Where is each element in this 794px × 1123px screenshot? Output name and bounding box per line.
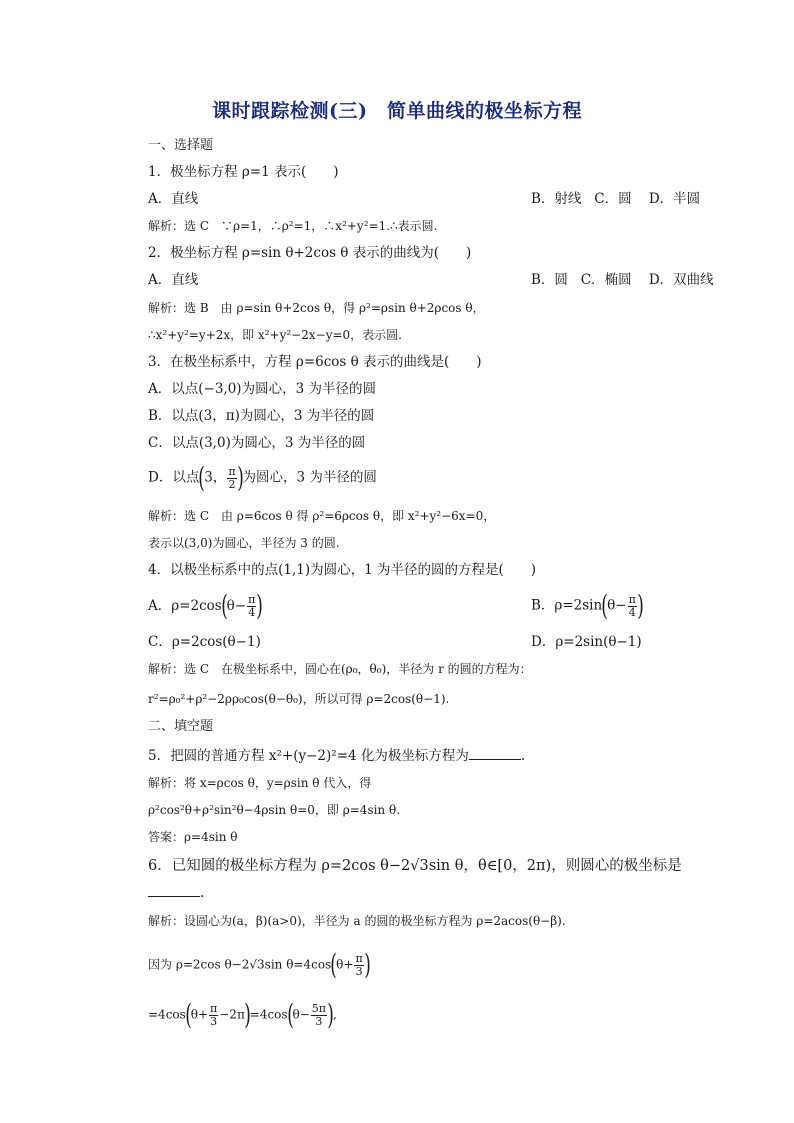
q5-answer-blank xyxy=(469,747,521,760)
q2-option-b-group xyxy=(531,271,714,289)
q6-analysis-2 xyxy=(148,948,371,981)
q3-d-post: 为圆心，3 为半径的圆 xyxy=(242,469,377,486)
q4-analysis-2: r²=ρ₀²+ρ²−2ρρ₀cos(θ−θ₀)，所以可得 ρ=2cos(θ−1). xyxy=(148,692,450,706)
right-paren: ) xyxy=(363,948,371,981)
q6-ana3-num2: 5π xyxy=(311,1001,327,1015)
q6-ana2-den: 3 xyxy=(355,964,363,978)
right-paren: ) xyxy=(236,461,244,494)
q3-analysis-1: 解析：选 C 由 ρ=6cos θ 得 ρ²=6ρcos θ，即 x²+y²−6x=0， xyxy=(148,509,496,523)
q6-ana2-pre: 因为 ρ=2cos θ−2√3sin θ=4cos xyxy=(148,957,332,972)
left-paren: ( xyxy=(184,998,192,1031)
q6-ana2-in: θ+ xyxy=(336,957,354,972)
q6-stem-dot: . xyxy=(200,885,205,901)
q4-a-frac xyxy=(247,594,256,619)
q4-b-num: π xyxy=(628,592,636,606)
q5-analysis-2: ρ²cos²θ+ρ²sin²θ−4ρsin θ=0，即 ρ=4sin θ. xyxy=(148,803,401,817)
q6-ana3-pre: =4cos xyxy=(148,1007,186,1022)
q1-analysis: 解析：选 C ∵ρ=1，∴ρ²=1，∴x²+y²=1.∴表示圆. xyxy=(148,219,438,233)
q1-option-c: C．圆 xyxy=(594,191,632,207)
q6-analysis-1: 解析：设圆心为(a，β)(a>0)，半径为 a 的圆的极坐标方程为 ρ=2acos(θ−β). xyxy=(148,914,566,928)
q3-stem: 3．在极坐标系中，方程 ρ=6cos θ 表示的曲线是( ) xyxy=(148,354,482,370)
q3-d-frac xyxy=(227,466,236,491)
left-paren: ( xyxy=(330,948,337,981)
right-paren: ) xyxy=(327,998,334,1031)
q6-answer-line xyxy=(148,884,204,902)
q6-ana3-num: π xyxy=(210,1001,218,1015)
left-paren: ( xyxy=(198,461,206,494)
q3-d-pre: D．以点 xyxy=(148,469,200,486)
q6-ana3-den2: 3 xyxy=(315,1014,323,1028)
q1-option-b-group xyxy=(531,190,700,208)
q1-option-a: A．直线 xyxy=(148,191,199,207)
q3-option-c: C．以点(3,0)为圆心，3 为半径的圆 xyxy=(148,435,366,451)
q2-option-a: A．直线 xyxy=(148,272,199,288)
q2-analysis-1: 解析：选 B 由 ρ=sin θ+2cos θ，得 ρ²=ρsin θ+2ρcos θ， xyxy=(148,301,485,315)
q3-option-d xyxy=(148,461,377,494)
q1-options xyxy=(148,190,701,208)
q1-stem: 1．极坐标方程 ρ=1 表示( ) xyxy=(148,164,339,180)
q4-analysis-1: 解析：选 C 在极坐标系中，圆心在(ρ₀，θ₀)，半径为 r 的圆的方程为： xyxy=(148,662,532,676)
q5-stem-text: 5．把圆的普通方程 x²+(y−2)²=4 化为极坐标方程为 xyxy=(148,748,469,764)
q6-ana2-frac xyxy=(354,953,363,978)
q6-ana3-frac xyxy=(209,1003,218,1028)
q6-answer-blank xyxy=(148,884,200,897)
q4-option-b xyxy=(531,589,644,622)
left-paren: ( xyxy=(286,998,294,1031)
q4-stem: 4．以极坐标系中的点(1,1)为圆心，1 为半径的圆的方程是( ) xyxy=(148,562,537,578)
q5-analysis-1: 解析：将 x=ρcos θ，y=ρsin θ 代入，得 xyxy=(148,776,372,790)
q4-a-den: 4 xyxy=(248,605,256,619)
q4-b-in: θ− xyxy=(607,597,627,614)
q4-b-den: 4 xyxy=(628,605,636,619)
q5-stem xyxy=(148,747,525,765)
right-paren: ) xyxy=(256,589,264,622)
q2-option-b: B．圆 xyxy=(531,272,568,288)
page-title: 课时跟踪检测(三) 简单曲线的极坐标方程 xyxy=(212,100,582,122)
q6-ana3-end: , xyxy=(332,1007,337,1022)
q3-analysis-2: 表示以(3,0)为圆心，半径为 3 的圆. xyxy=(148,536,340,550)
q3-d-3: 3， xyxy=(204,469,227,486)
q4-b-frac xyxy=(628,594,637,619)
q5-stem-dot: . xyxy=(520,748,526,764)
right-paren: ) xyxy=(244,998,251,1031)
q6-stem: 6．已知圆的极坐标方程为 ρ=2cos θ−2√3sin θ，θ∈[0，2π)，则圆心的极坐标是 xyxy=(148,858,682,874)
q4-option-c: C．ρ=2cos(θ−1) xyxy=(148,634,261,650)
q6-ana3-mid: −2π xyxy=(219,1007,245,1022)
q3-option-b: B．以点(3，π)为圆心，3 为半径的圆 xyxy=(148,408,375,424)
q2-options xyxy=(148,271,714,289)
q6-ana3-in: θ+ xyxy=(190,1007,209,1022)
q2-analysis-2: ∴x²+y²=y+2x，即 x²+y²−2x−y=0，表示圆. xyxy=(148,328,402,342)
q4-option-a xyxy=(148,589,264,622)
q3-option-a: A．以点(−3,0)为圆心，3 为半径的圆 xyxy=(148,381,376,397)
q4-b-pre: B．ρ=2sin xyxy=(531,597,603,614)
right-paren: ) xyxy=(637,589,644,622)
q6-ana2-num: π xyxy=(355,951,363,965)
q6-ana3-frac2 xyxy=(311,1003,327,1028)
q6-ana3-eq: =4cos xyxy=(249,1007,288,1022)
q4-a-pre: A．ρ=2cos xyxy=(148,597,222,614)
left-paren: ( xyxy=(220,589,228,622)
q4-options-ab xyxy=(148,589,644,622)
q4-options-cd xyxy=(148,633,642,651)
q2-stem: 2．极坐标方程 ρ=sin θ+2cos θ 表示的曲线为( ) xyxy=(148,245,472,261)
q3-d-num: π xyxy=(228,464,236,478)
q3-d-den: 2 xyxy=(228,477,236,491)
q5-answer: 答案：ρ=4sin θ xyxy=(148,830,238,844)
q2-option-c: C．椭圆 xyxy=(580,272,632,288)
q6-analysis-3 xyxy=(148,998,337,1031)
q4-a-num: π xyxy=(248,592,256,606)
section-heading-fill: 二、填空题 xyxy=(148,719,214,734)
q1-option-d: D．半圆 xyxy=(648,191,701,207)
q2-option-d: D．双曲线 xyxy=(648,272,714,288)
q4-a-in: θ− xyxy=(226,597,247,614)
q6-ana3-in2: θ− xyxy=(292,1007,310,1022)
q1-option-b: B．射线 xyxy=(531,191,582,207)
left-paren: ( xyxy=(601,589,608,622)
q6-ana3-den: 3 xyxy=(210,1014,218,1028)
section-heading-choice: 一、选择题 xyxy=(148,138,214,153)
q4-option-d: D．ρ=2sin(θ−1) xyxy=(531,634,642,650)
